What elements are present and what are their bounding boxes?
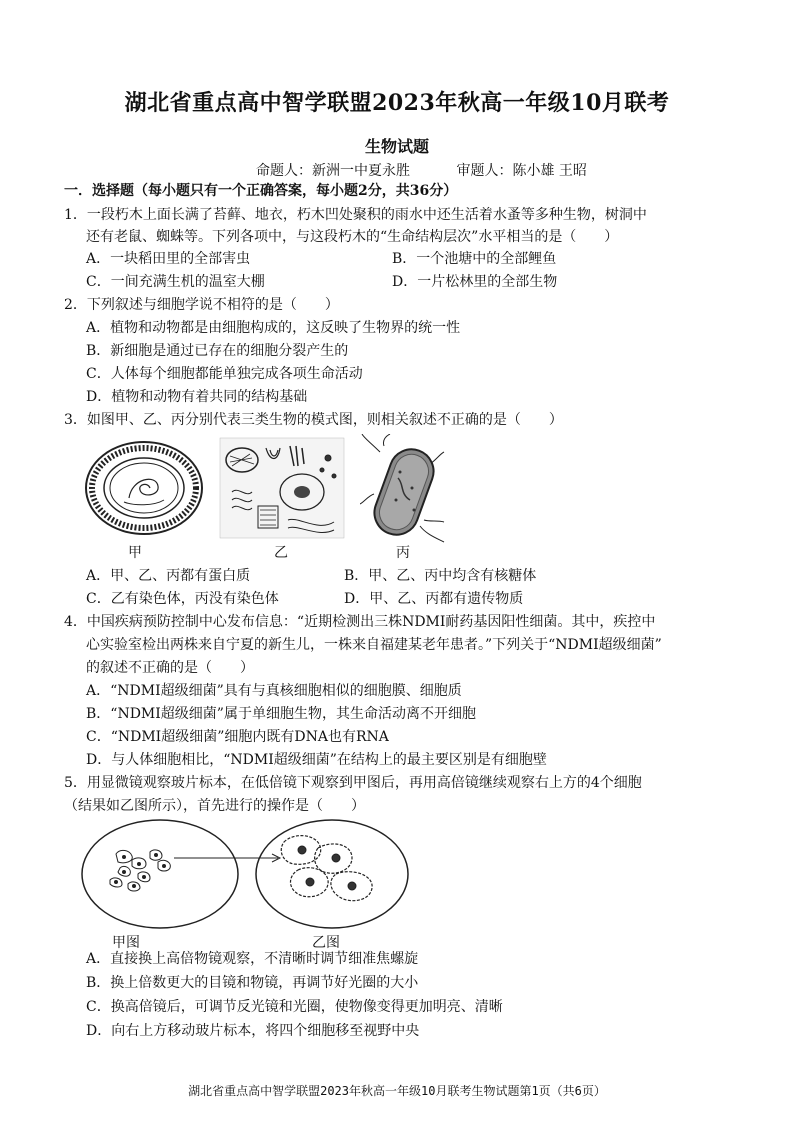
q1-stem-line2: 还有老鼠、蜘蛛等。下列各项中，与这段朽木的“生命结构层次”水平相当的是（ ） [86,229,619,245]
q2-stem: 2．下列叙述与细胞学说不相符的是（ ） [64,297,339,313]
q5-stem-line1: 5．用显微镜观察玻片标本，在低倍镜下观察到甲图后，再用高倍镜继续观察右上方的4个细胞 [64,775,642,791]
exam-title: 湖北省重点高中智学联盟2023年秋高一年级10月联考 [124,90,670,116]
q1-option-a: A．一块稻田里的全部害虫 [86,251,251,267]
authors-line [256,160,587,180]
q3-option-d: D．甲、乙、丙都有遗传物质 [344,591,524,607]
q2-option-c: C．人体每个细胞都能单独完成各项生命活动 [86,366,363,382]
q4-option-b: B．“NDMI超级细菌”属于单细胞生物，其生命活动离不开细胞 [86,706,476,722]
q4-stem-line3: 的叙述不正确的是（ ） [86,660,254,676]
field-yi [256,820,408,928]
q5-option-c: C．换高倍镜后，可调节反光镜和光圈，使物像变得更加明亮、清晰 [86,999,503,1015]
fig-label-jia: 甲 [128,545,142,561]
field-jia [82,820,238,928]
q1-option-d: D．一片松林里的全部生物 [392,274,558,290]
q1-option-c: C．一间充满生机的温室大棚 [86,274,265,290]
q2-option-b: B．新细胞是通过已存在的细胞分裂产生的 [86,343,349,359]
q5-stem-line2: （结果如乙图所示），首先进行的操作是（ ） [64,798,365,814]
q4-option-c: C．“NDMI超级细菌”细胞内既有DNA也有RNA [86,729,389,745]
q3-stem: 3．如图甲、乙、丙分别代表三类生物的模式图，则相关叙述不正确的是（ ） [64,412,563,428]
eukaryotic-cell-diagram [218,436,346,540]
author-label: 命题人：新洲一中夏永胜 [256,163,410,179]
section-heading: 一．选择题（每小题只有一个正确答案，每小题2分，共36分） [64,183,458,199]
reviewer-label: 审题人：陈小雄 王昭 [456,163,587,179]
q3-option-b: B．甲、乙、丙中均含有核糖体 [344,568,537,584]
microscope-field-diagram [80,818,410,930]
fig-label-yitu: 乙图 [312,935,340,951]
q3-option-a: A．甲、乙、丙都有蛋白质 [86,568,251,584]
subject-title: 生物试题 [364,137,429,156]
q4-stem-line2: 心实验室检出两株来自宁夏的新生儿，一株来自福建某老年患者。”下列关于“NDMI超级细菌” [86,637,662,653]
q2-option-d: D．植物和动物有着共同的结构基础 [86,389,308,405]
q4-option-a: A．“NDMI超级细菌”具有与真核细胞相似的细胞膜、细胞质 [86,683,462,699]
q2-option-a: A．植物和动物都是由细胞构成的，这反映了生物界的统一性 [86,320,461,336]
q1-stem-line1: 1．一段朽木上面长满了苔藓、地衣，朽木凹处聚积的雨水中还生活着水蚤等多种生物，树洞中 [64,207,647,223]
q4-stem-line1: 4．中国疾病预防控制中心发布信息：“近期检测出三株NDMI耐药基因阳性细菌。其中，疾控中 [64,614,656,630]
bacterium-diagram [360,434,446,544]
fig-label-yi: 乙 [274,545,288,561]
q3-option-c: C．乙有染色体，丙没有染色体 [86,591,279,607]
q1-option-b: B．一个池塘中的全部鲤鱼 [392,251,557,267]
q5-option-b: B．换上倍数更大的目镜和物镜，再调节好光圈的大小 [86,975,419,991]
virus-diagram [84,438,204,538]
q5-option-a: A．直接换上高倍物镜观察，不清晰时调节细准焦螺旋 [86,951,419,967]
page-footer: 湖北省重点高中智学联盟2023年秋高一年级10月联考生物试题第1页（共6页） [188,1084,606,1098]
q4-option-d: D．与人体细胞相比，“NDMI超级细菌”在结构上的最主要区别是有细胞壁 [86,752,547,768]
fig-label-bing: 丙 [396,545,410,561]
fig-label-jiatu: 甲图 [112,935,140,951]
q5-option-d: D．向右上方移动玻片标本，将四个细胞移至视野中央 [86,1023,420,1039]
